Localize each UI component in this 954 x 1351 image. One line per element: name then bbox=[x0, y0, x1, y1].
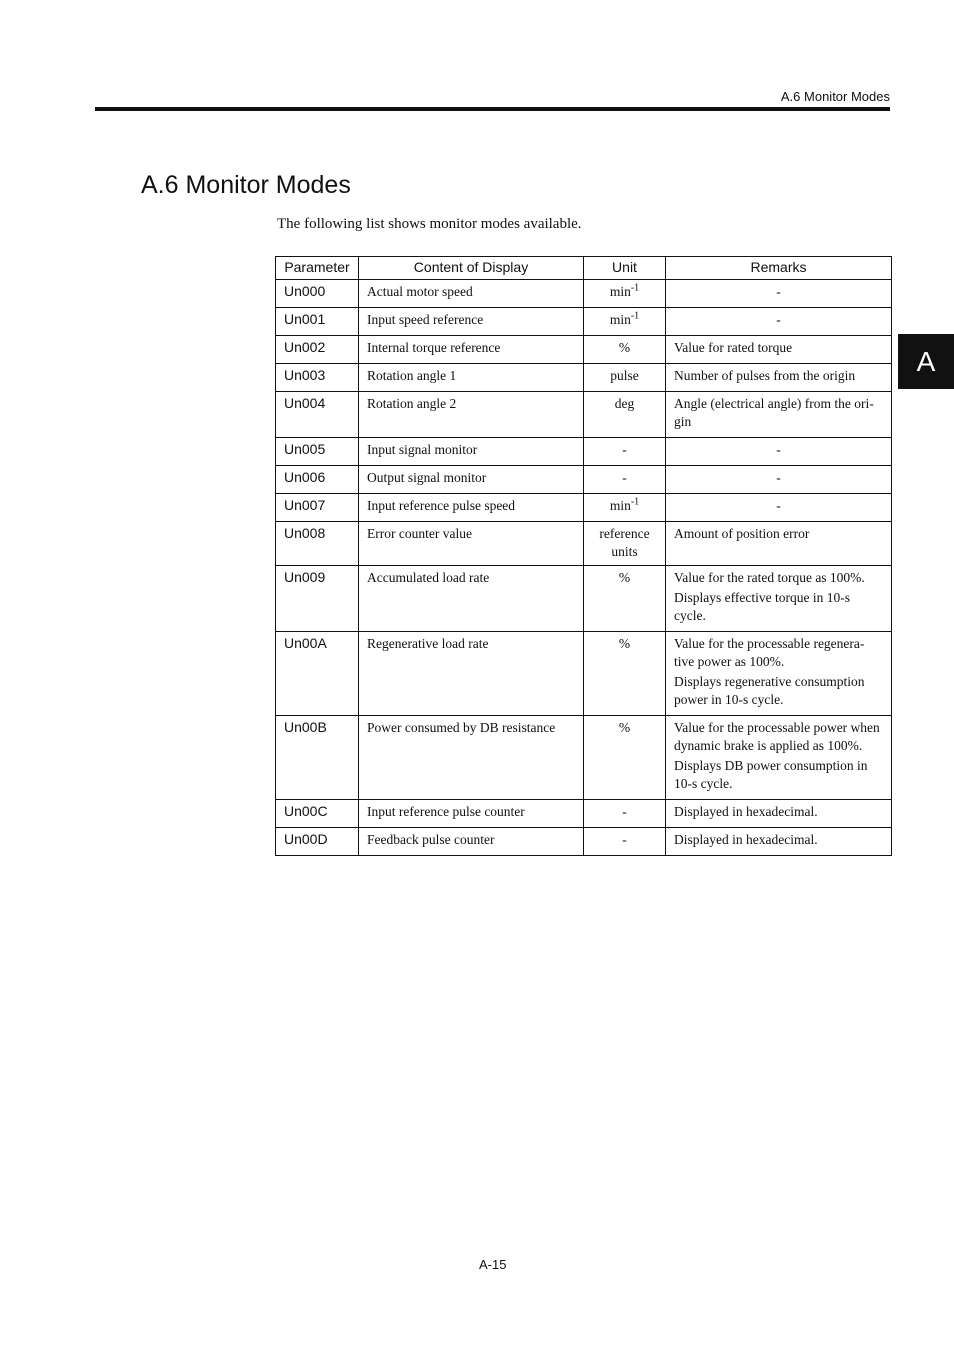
parameter-cell: Un006 bbox=[276, 466, 359, 494]
unit-value: % bbox=[618, 340, 631, 355]
unit-cell bbox=[584, 566, 666, 632]
remarks-cell bbox=[666, 566, 892, 632]
unit-cell bbox=[584, 392, 666, 438]
content-cell: Input signal monitor bbox=[359, 438, 584, 466]
remark-text: - bbox=[776, 312, 781, 327]
table-row bbox=[276, 566, 892, 632]
table-row bbox=[276, 632, 892, 716]
remarks-cell bbox=[666, 716, 892, 800]
parameter-cell: Un00C bbox=[276, 800, 359, 828]
unit-value: deg bbox=[614, 396, 635, 411]
parameter-cell: Un001 bbox=[276, 308, 359, 336]
table-row bbox=[276, 308, 892, 336]
table-row bbox=[276, 336, 892, 364]
table-row bbox=[276, 466, 892, 494]
remark-text: Amount of position error bbox=[674, 526, 810, 541]
unit-exponent: -1 bbox=[630, 496, 640, 508]
remark-text: Value for the rated torque as 100%. bbox=[674, 570, 865, 585]
column-header-unit: Unit bbox=[584, 257, 666, 280]
unit-value: % bbox=[618, 720, 631, 735]
unit-cell bbox=[584, 716, 666, 800]
appendix-tab-letter: A bbox=[916, 345, 936, 377]
remarks-cell bbox=[666, 336, 892, 364]
unit-value: reference units bbox=[599, 526, 650, 559]
remark-text: - bbox=[776, 470, 781, 485]
table-header-row bbox=[276, 257, 892, 280]
unit-value: - bbox=[622, 832, 627, 847]
content-cell: Error counter value bbox=[359, 522, 584, 566]
unit-value: min bbox=[609, 498, 631, 513]
running-header: A.6 Monitor Modes bbox=[780, 89, 890, 104]
parameter-cell: Un002 bbox=[276, 336, 359, 364]
remark-text: - bbox=[776, 498, 781, 513]
content-cell: Rotation angle 1 bbox=[359, 364, 584, 392]
remarks-cell bbox=[666, 466, 892, 494]
column-header-remarks: Remarks bbox=[666, 257, 892, 280]
parameter-cell: Un003 bbox=[276, 364, 359, 392]
table-body bbox=[276, 280, 892, 856]
unit-value: % bbox=[618, 570, 631, 585]
content-cell: Accumulated load rate bbox=[359, 566, 584, 632]
parameter-cell: Un007 bbox=[276, 494, 359, 522]
parameter-cell: Un00A bbox=[276, 632, 359, 716]
unit-cell bbox=[584, 308, 666, 336]
column-header-content: Content of Display bbox=[359, 257, 584, 280]
remarks-cell bbox=[666, 392, 892, 438]
unit-cell bbox=[584, 828, 666, 856]
content-cell: Input reference pulse speed bbox=[359, 494, 584, 522]
page-number: A-15 bbox=[479, 1257, 507, 1272]
table-row bbox=[276, 364, 892, 392]
remarks-cell bbox=[666, 308, 892, 336]
parameter-cell: Un00D bbox=[276, 828, 359, 856]
parameter-cell: Un009 bbox=[276, 566, 359, 632]
remark-text: Displays regenerative consumption power in 10-s cycle. bbox=[674, 674, 865, 707]
unit-value: pulse bbox=[610, 368, 639, 383]
unit-value: min bbox=[609, 312, 631, 327]
unit-value: % bbox=[618, 636, 631, 651]
remarks-cell bbox=[666, 828, 892, 856]
unit-cell bbox=[584, 280, 666, 308]
remark-text: Value for rated torque bbox=[674, 340, 793, 355]
unit-cell bbox=[584, 800, 666, 828]
content-cell: Input reference pulse counter bbox=[359, 800, 584, 828]
table-row bbox=[276, 800, 892, 828]
remark-text: Number of pulses from the origin bbox=[674, 368, 856, 383]
parameter-cell: Un005 bbox=[276, 438, 359, 466]
remark-text: - bbox=[776, 442, 781, 457]
unit-value: - bbox=[622, 470, 627, 485]
section-title: A.6 Monitor Modes bbox=[141, 171, 351, 199]
monitor-modes-table bbox=[275, 256, 892, 856]
parameter-cell: Un008 bbox=[276, 522, 359, 566]
unit-exponent: -1 bbox=[630, 282, 640, 294]
remark-text: Displayed in hexadecimal. bbox=[674, 832, 818, 847]
table-row bbox=[276, 828, 892, 856]
content-cell: Regenerative load rate bbox=[359, 632, 584, 716]
remarks-cell bbox=[666, 800, 892, 828]
content-cell: Rotation angle 2 bbox=[359, 392, 584, 438]
content-cell: Internal torque reference bbox=[359, 336, 584, 364]
appendix-tab bbox=[898, 334, 954, 389]
remarks-cell bbox=[666, 494, 892, 522]
remark-text: Displays DB power consumption in 10-s cycle. bbox=[674, 758, 868, 791]
remark-text: Displays effective torque in 10-s cycle. bbox=[674, 590, 850, 623]
unit-cell bbox=[584, 336, 666, 364]
table-row bbox=[276, 494, 892, 522]
remark-text: Displayed in hexadecimal. bbox=[674, 804, 818, 819]
parameter-cell: Un00B bbox=[276, 716, 359, 800]
remark-text: Angle (electrical angle) from the ori-gin bbox=[674, 396, 874, 429]
table-row bbox=[276, 522, 892, 566]
remark-text: Value for the processable regenera-tive power as 100%. bbox=[674, 636, 865, 669]
header-rule bbox=[95, 107, 890, 111]
remarks-cell bbox=[666, 364, 892, 392]
table-row bbox=[276, 438, 892, 466]
unit-cell bbox=[584, 494, 666, 522]
unit-value: - bbox=[622, 442, 627, 457]
unit-value: min bbox=[609, 284, 631, 299]
table-row bbox=[276, 392, 892, 438]
remark-text: Value for the processable power when dynamic brake is applied as 100%. bbox=[674, 720, 880, 753]
table-row bbox=[276, 716, 892, 800]
unit-cell bbox=[584, 522, 666, 566]
content-cell: Actual motor speed bbox=[359, 280, 584, 308]
unit-cell bbox=[584, 438, 666, 466]
unit-exponent: -1 bbox=[630, 310, 640, 322]
content-cell: Feedback pulse counter bbox=[359, 828, 584, 856]
parameter-cell: Un000 bbox=[276, 280, 359, 308]
unit-cell bbox=[584, 632, 666, 716]
table-row bbox=[276, 280, 892, 308]
parameter-cell: Un004 bbox=[276, 392, 359, 438]
unit-value: - bbox=[622, 804, 627, 819]
remarks-cell bbox=[666, 438, 892, 466]
content-cell: Power consumed by DB resistance bbox=[359, 716, 584, 800]
intro-text: The following list shows monitor modes available. bbox=[277, 216, 582, 232]
remark-text: - bbox=[776, 284, 781, 299]
unit-cell bbox=[584, 466, 666, 494]
remarks-cell bbox=[666, 632, 892, 716]
content-cell: Input speed reference bbox=[359, 308, 584, 336]
remarks-cell bbox=[666, 522, 892, 566]
content-cell: Output signal monitor bbox=[359, 466, 584, 494]
unit-cell bbox=[584, 364, 666, 392]
remarks-cell bbox=[666, 280, 892, 308]
column-header-parameter: Parameter bbox=[276, 257, 359, 280]
